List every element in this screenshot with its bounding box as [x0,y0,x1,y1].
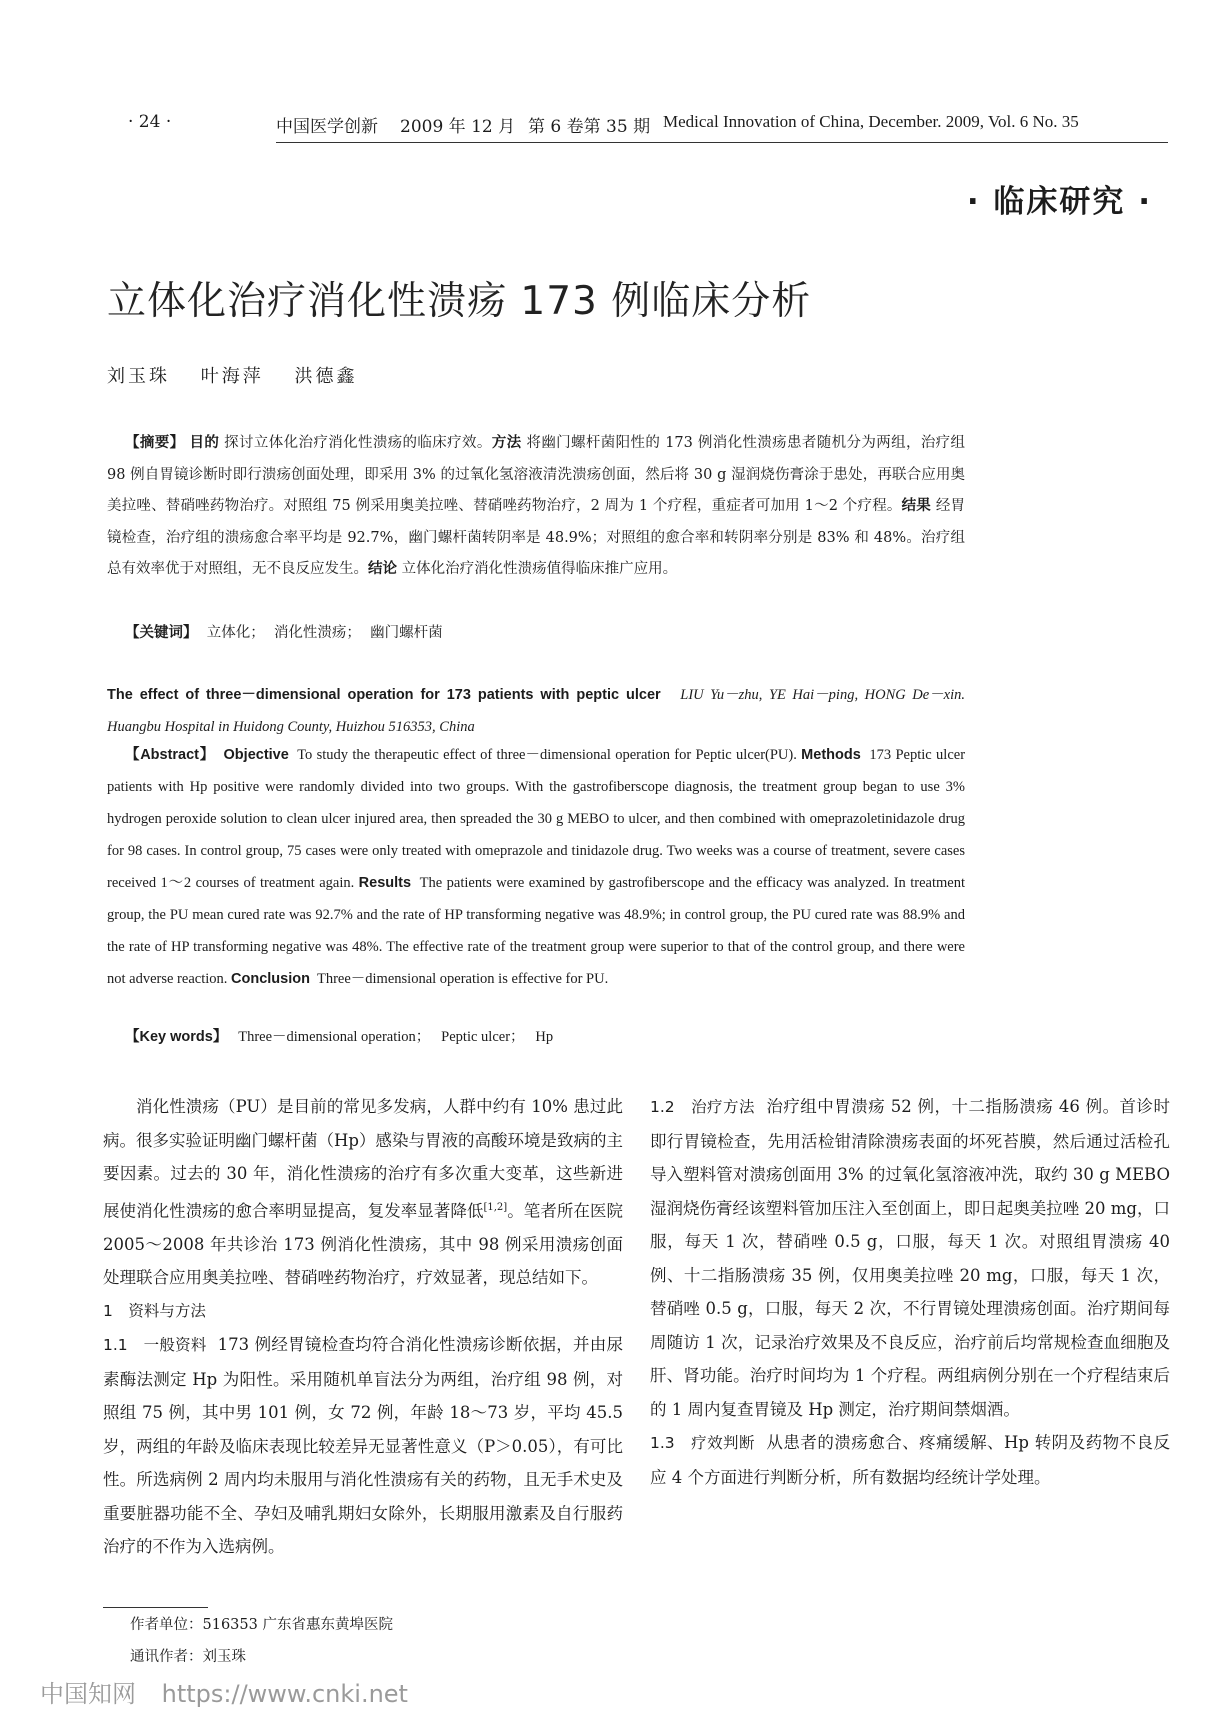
results-label: 结果 [901,498,931,514]
subsection-heading: 1.3 疗效判断 [650,1434,755,1452]
keywords-label-en: 【Key words】 [125,1029,228,1045]
statistic: （P＞0.05） [467,1436,557,1456]
methods-text: 将幽门螺杆菌阳性的 173 例消化性溃疡患者随机分为两组，治疗组 98 例自胃镜诊断时即行溃疡创面处理，即采用 3% 的过氧化氢溶液清洗溃疡创面，然后将 30 g 湿润烧伤膏涂于患处，再联合应用奥美拉唑、替硝唑药物治疗。对照组 75 例采用奥美拉唑、替硝唑药物治疗，2 周为 1 个疗程，重症者可加用 1～2 个疗程。 [107,435,966,514]
keyword: 立体化； [206,625,265,641]
subsection-heading: 1.1 一般资料 [103,1336,207,1354]
intro-text: 。笔者所在医院 2005～2008 年共诊治 173 例消化性溃疡，其中 98 例采用溃疡创面处理联合应用奥美拉唑、替硝唑药物治疗，疗效显著，现总结如下。 [103,1201,624,1287]
abstract-en [107,739,965,995]
running-header [128,112,1168,144]
keyword-en: Three－dimensional operation； [238,1029,431,1045]
article-title: 立体化治疗消化性溃疡 173 例临床分析 [107,279,812,324]
intro-paragraph [103,1090,623,1295]
abstract-label: 【摘要】 [125,435,185,451]
conclusion-text-en: Three－dimensional operation is effective for PU. [316,971,609,987]
abstract-label-en: 【Abstract】 [125,747,215,763]
objective-label-en: Objective [223,747,289,763]
keywords-zh [125,618,443,650]
subsection-text: ，有可比性。所选病例 2 周内均未服用与消化性溃疡有关的药物，且无手术史及重要脏器功能不全、孕妇及哺乳期妇女除外，长期服用激素及自行服药治疗的不作为入选病例。 [103,1436,624,1556]
methods-label-en: Methods [801,747,861,763]
objective-label: 目的 [189,435,220,451]
subsection-text: 从患者的溃疡愈合、疼痛缓解、Hp 转阴及药物不良反应 4 个方面进行判断分析，所有数据均经统计学处理。 [650,1433,1170,1487]
body-column-right [650,1090,1170,1494]
keywords-label: 【关键词】 [125,625,198,641]
keyword: 消化性溃疡； [273,625,361,641]
abstract-zh [107,428,965,586]
subsection-1-1 [103,1328,623,1564]
objective-text: 探讨立体化治疗消化性溃疡的临床疗效。 [224,435,492,451]
subsection-text: 治疗组中胃溃疡 52 例，十二指肠溃疡 46 例。首诊时即行胃镜检查，先用活检钳清除溃疡表面的坏死苔膜，然后通过活检孔导入塑料管对溃疡创面用 3% 的过氧化氢溶液冲洗，取约 30 g MEBO 湿润烧伤膏经该塑料管加压注入至创面上，即日起奥美拉唑 20 mg，口服，每天 1 次，替硝唑 0.5 g，口服，每天 1 次。对照组胃溃疡 40 例、十二指肠溃疡 35 例，仅用奥美拉唑 20 mg，口服，每天 1 次，替硝唑 0.5 g，口服，每天 2 次，不行胃镜处理溃疡创面。治疗期间每周随访 1 次，记录治疗效果及不良反应，治疗前后均常规检查血细胞及肝、肾功能。治疗时间均为 1 个疗程。两组病例分别在一个疗程结束后的 1 周内复查胃镜及 Hp 测定，治疗期间禁烟酒。 [650,1097,1170,1419]
corresponding-author: 通讯作者：刘玉珠 [130,1649,246,1665]
intro-text: 消化性溃疡（PU）是目前的常见多发病，人群中约有 10% 患过此病。很多实验证明幽门螺杆菌（Hp）感染与胃液的高酸环境是致病的主要因素。过去的 30 年，消化性溃疡的治疗有多次重大变革，这些新进展使消化性溃疡的愈合率明显提高，复发率显著降低 [103,1097,623,1220]
methods-label: 方法 [491,435,522,451]
watermark-brand: 中国知网 [40,1680,136,1708]
header-rule [276,142,1168,143]
keyword-en: Peptic ulcer； [441,1029,525,1045]
author: 刘玉珠 [107,366,170,387]
title-en: The effect of three－dimensional operation for 173 patients with peptic ulcer [107,687,661,703]
journal-name-en: Medical Innovation of China, December. 2009, Vol. 6 No. 35 [663,112,1079,131]
results-label-en: Results [358,875,412,891]
watermark-url: https://www.cnki.net [161,1680,408,1708]
conclusion-text: 立体化治疗消化性溃疡值得临床推广应用。 [401,561,678,577]
citation: [1,2] [483,1201,508,1213]
subsection-text: 173 例经胃镜检查均符合消化性溃疡诊断依据，并由尿素酶法测定 Hp 为阳性。采用随机单盲法分为两组，治疗组 98 例，对照组 75 例，其中男 101 例，女 72 例，年龄 18～73 岁，平均 45.5 岁，两组的年龄及临床表现比较差异无显著性意义 [103,1335,623,1456]
title-en-block [107,680,965,743]
page-number: · 24 · [128,112,172,132]
footnote-rule [103,1607,208,1608]
author: 叶海萍 [200,366,264,387]
author-affiliation: 作者单位：516353 广东省惠东黄埠医院 [130,1617,393,1633]
conclusion-label: 结论 [368,561,397,577]
author: 洪德鑫 [294,366,358,387]
conclusion-label-en: Conclusion [231,971,310,987]
objective-text-en: To study the therapeutic effect of three－dimensional operation for Peptic ulcer(PU). [297,747,797,763]
author-list [107,362,379,388]
keyword: 幽门螺杆菌 [370,625,443,641]
results-text: 经胃镜检查，治疗组的溃疡愈合率平均是 92.7%，幽门螺杆菌转阴率是 48.9%；对照组的愈合率和转阴率分别是 83% 和 48%。治疗组总有效率优于对照组，无不良反应发生。 [107,498,966,577]
results-text-en: The patients were examined by gastrofiberscope and the efficacy was analyzed. In treatment group, the PU mean cured rate was 92.7% and the rate of HP transforming negative was 48.9%; in control group, the PU cured rate was 88.9% and the rate of HP transforming negative was 48%. The effective rate of the treatment group were superior to that of the control group, and there were not adverse reaction. [107,875,965,987]
keyword-en: Hp [535,1029,554,1045]
volume-zh: 第 6 卷第 35 期 [528,117,651,137]
column-tag: · 临床研究 · [966,184,1152,220]
subsection-heading: 1.2 治疗方法 [650,1098,755,1116]
watermark [40,1674,408,1709]
keywords-en [125,1025,553,1046]
issue-date-zh: 2009 年 12 月 [400,117,516,137]
body-column-left [103,1090,623,1564]
subsection-1-2 [650,1090,1170,1426]
methods-text-en: 173 Peptic ulcer patients with Hp positive were randomly divided into two groups. With the gastrofiberscope diagnosis, the treatment group began to use 3% hydrogen peroxide solution to clean ulcer injured area, then spreaded the 30 g MEBO to ulcer, and then combined with omeprazoletinidazole drug for 98 cases. In control group, 75 cases were only treated with omeprazole and tinidazole drug. Two weeks was a course of treatment, severe cases received 1～2 courses of treatment again. [107,747,966,891]
subsection-1-3 [650,1426,1170,1494]
byline-en: LIU Yu－zhu, YE Hai－ping, HONG De－xin. Huangbu Hospital in Huidong County, Huizhou 516353, China [107,687,965,735]
section-heading: 1 资料与方法 [103,1301,206,1320]
journal-name-zh: 中国医学创新 [276,117,378,137]
